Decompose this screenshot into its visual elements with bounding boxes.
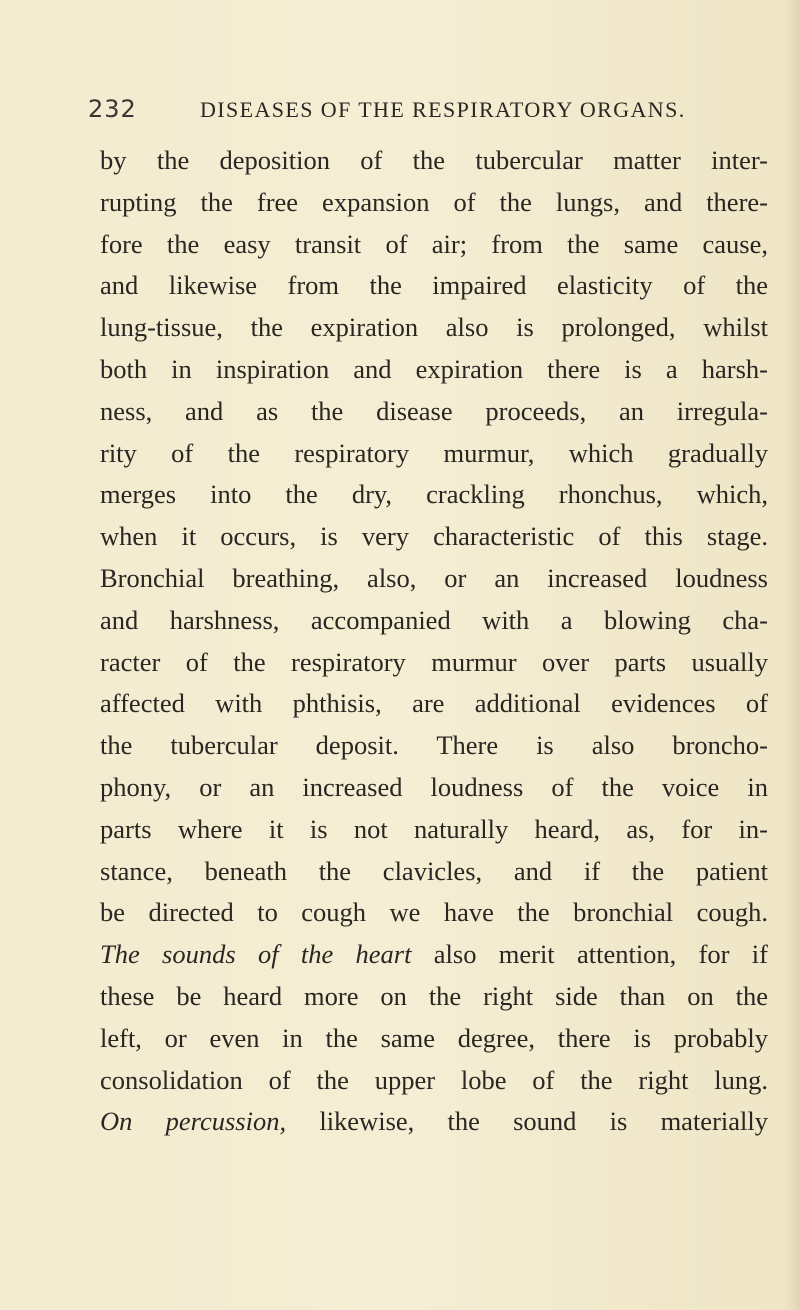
text-line: when it occurs, is very characteristic of this stage. bbox=[100, 521, 768, 552]
line-remainder: likewise, the sound is materially bbox=[286, 1106, 768, 1137]
line-remainder: also merit attention, for if bbox=[411, 939, 768, 970]
text-line: fore the easy transit of air; from the same cause, bbox=[100, 228, 768, 259]
text-line: consolidation of the upper lobe of the right lung. bbox=[100, 1064, 768, 1095]
text-line: rity of the respiratory murmur, which gradually bbox=[100, 437, 768, 468]
text-line: rupting the free expansion of the lungs, and there- bbox=[100, 186, 768, 217]
text-line: phony, or an increased loudness of the voice in bbox=[100, 771, 768, 802]
page-edge-shadow bbox=[786, 0, 800, 1310]
text-line: both in inspiration and expiration there is a harsh- bbox=[100, 353, 768, 384]
running-title: DISEASES OF THE RESPIRATORY ORGANS. bbox=[200, 97, 686, 122]
page-number: 232 bbox=[88, 95, 137, 123]
text-line: Bronchial breathing, also, or an increased loudness bbox=[100, 562, 768, 593]
text-line: affected with phthisis, are additional evidences of bbox=[100, 688, 768, 719]
text-line: stance, beneath the clavicles, and if the patient bbox=[100, 855, 768, 886]
text-line: lung-tissue, the expiration also is prolonged, whilst bbox=[100, 312, 768, 343]
italic-phrase: On percussion, bbox=[100, 1106, 287, 1137]
text-line: parts where it is not naturally heard, as, for in- bbox=[100, 813, 768, 844]
body-text bbox=[100, 140, 768, 1143]
text-line: be directed to cough we have the bronchial cough. bbox=[100, 897, 768, 928]
text-line: merges into the dry, crackling rhonchus, which, bbox=[100, 479, 768, 510]
text-line-italic-lead bbox=[100, 1101, 768, 1143]
running-head bbox=[88, 94, 768, 126]
text-line: racter of the respiratory murmur over parts usually bbox=[100, 646, 768, 677]
text-line: ness, and as the disease proceeds, an irregula- bbox=[100, 395, 768, 426]
text-line: by the deposition of the tubercular matter inter- bbox=[100, 145, 768, 175]
italic-phrase: The sounds of the heart bbox=[100, 939, 412, 970]
text-line-italic-lead bbox=[100, 934, 768, 976]
text-line: left, or even in the same degree, there is probably bbox=[100, 1022, 768, 1053]
text-line: and harshness, accompanied with a blowing cha- bbox=[100, 604, 768, 635]
text-line: and likewise from the impaired elasticity of the bbox=[100, 270, 768, 301]
text-line: the tubercular deposit. There is also broncho- bbox=[100, 730, 768, 761]
text-line: these be heard more on the right side than on the bbox=[100, 980, 768, 1011]
